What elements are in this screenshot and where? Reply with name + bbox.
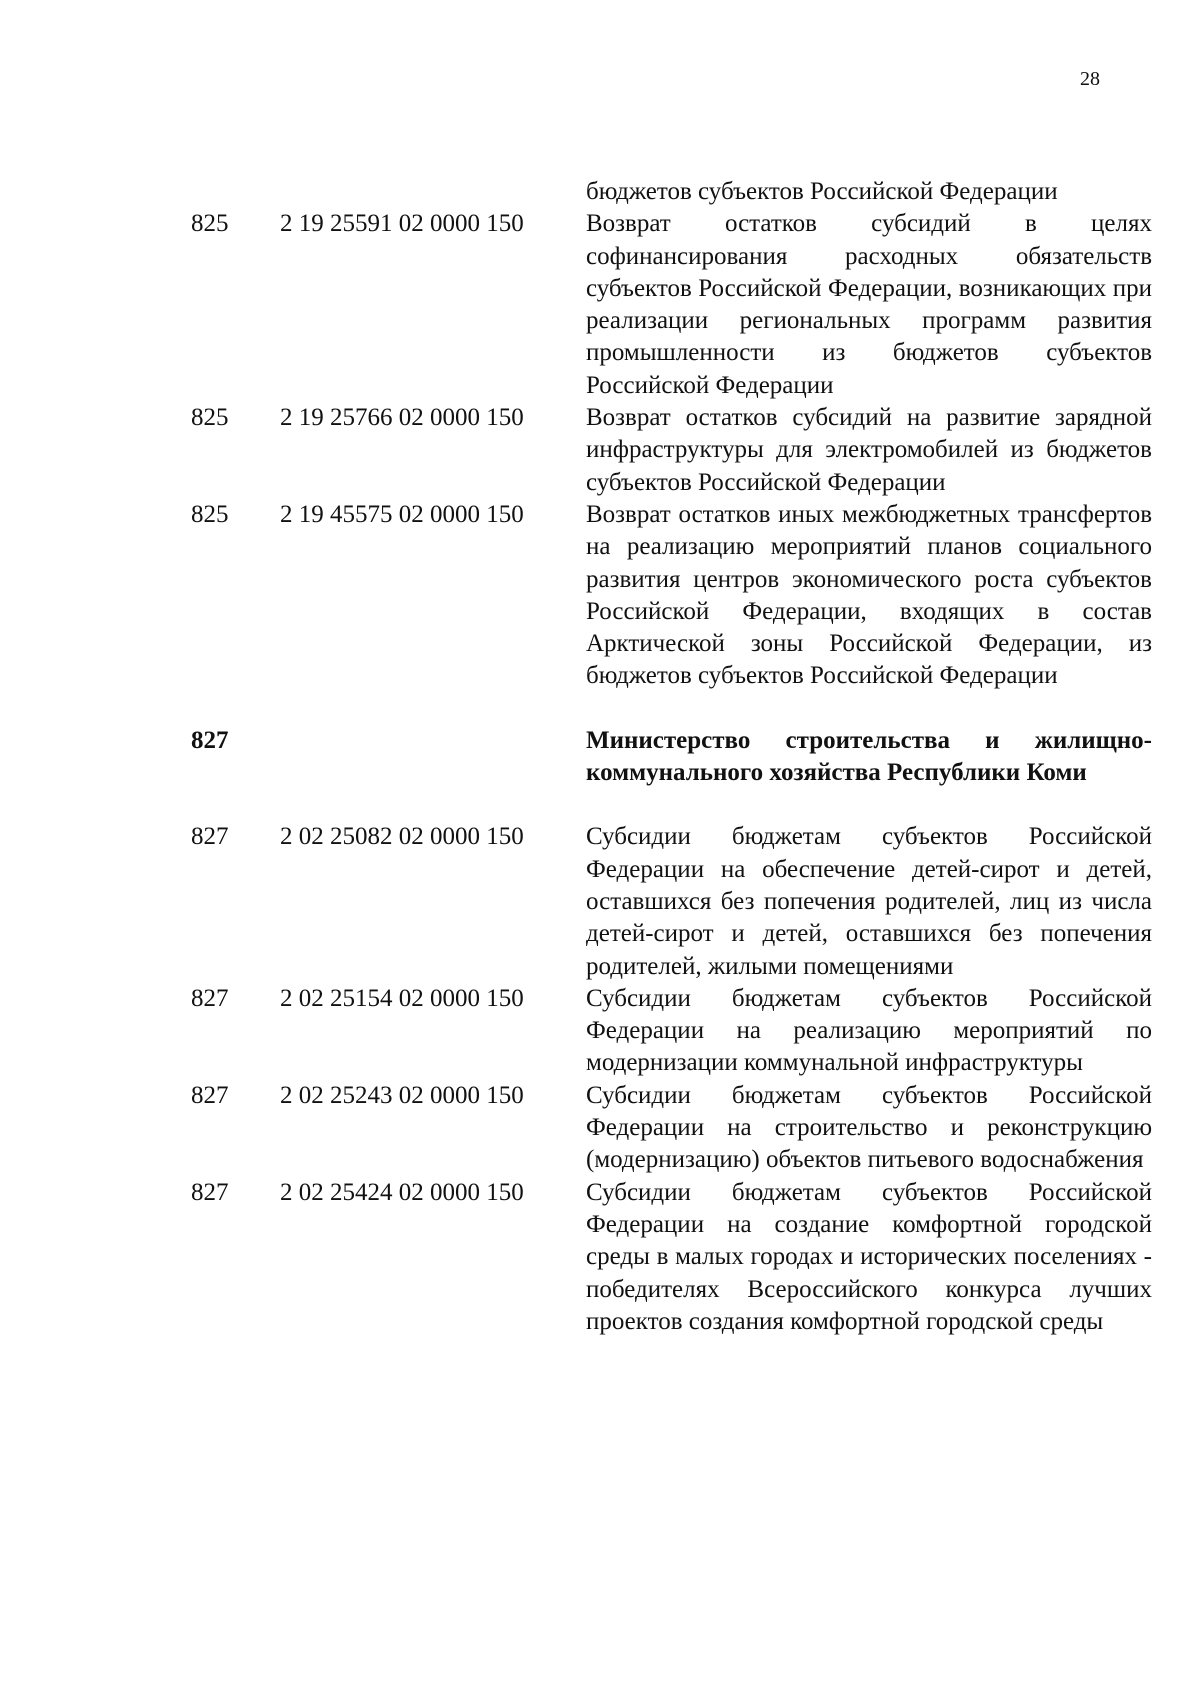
table-row	[191, 983, 1171, 1080]
admin-code-cell: 825	[191, 210, 229, 238]
budget-code-cell	[280, 725, 586, 790]
admin-code-cell: 827	[191, 1081, 229, 1109]
budget-code-cell: 2 02 25424 02 0000 150	[280, 1178, 524, 1206]
admin-code-cell: 825	[191, 500, 229, 528]
budget-code-cell: 2 19 45575 02 0000 150	[280, 500, 524, 528]
admin-code-cell: 827	[191, 823, 229, 851]
spacer	[191, 789, 1171, 821]
section-header-row	[191, 725, 1171, 790]
page-number: 28	[1080, 68, 1100, 90]
section-admin-code: 827	[191, 726, 229, 754]
description-cell: Субсидии бюджетам субъектов Российской Федерации на строительство и реконструкцию (модернизацию) объектов питьевого водоснабжения	[586, 1081, 1152, 1174]
description-cell: Возврат остатков субсидий в целях софинансирования расходных обязательств субъектов Российской Федерации, возникающих при реализации региональных программ развития промышленности из бюджетов субъектов Российской Федерации	[586, 210, 1152, 399]
description-cell: Возврат остатков субсидий на развитие зарядной инфраструктуры для электромобилей из бюджетов субъектов Российской Федерации	[586, 404, 1152, 496]
admin-code-cell: 827	[191, 984, 229, 1012]
admin-code-cell: 827	[191, 1178, 229, 1206]
description-cell: Возврат остатков иных межбюджетных трансфертов на реализацию мероприятий планов социального развития центров экономического роста субъектов Российской Федерации, входящих в состав Арктической зоны Российской Федерации, из бюджетов субъектов Российской Федерации	[586, 500, 1152, 690]
budget-code-cell: 2 02 25082 02 0000 150	[280, 823, 524, 851]
description-cell: Субсидии бюджетам субъектов Российской Федерации на реализацию мероприятий по модернизации коммунальной инфраструктуры	[586, 984, 1152, 1077]
table-row	[191, 1177, 1171, 1338]
budget-code-cell: 2 02 25154 02 0000 150	[280, 984, 524, 1012]
revenue-codes-table	[191, 176, 1171, 1338]
table-row	[191, 499, 1171, 693]
description-cell: бюджетов субъектов Российской Федерации	[586, 178, 1058, 205]
table-row	[191, 402, 1171, 499]
description-cell: Субсидии бюджетам субъектов Российской Федерации на создание комфортной городской среды в малых городах и исторических поселениях - победителях Всероссийского конкурса лучших проектов создания комфортной городской среды	[586, 1178, 1152, 1335]
admin-code-cell	[191, 176, 280, 208]
budget-code-cell: 2 19 25766 02 0000 150	[280, 404, 524, 432]
table-row	[191, 821, 1171, 982]
budget-code-cell	[280, 176, 586, 208]
budget-code-cell: 2 19 25591 02 0000 150	[280, 210, 524, 238]
admin-code-cell: 825	[191, 404, 229, 432]
table-row	[191, 208, 1171, 402]
budget-code-cell: 2 02 25243 02 0000 150	[280, 1081, 524, 1109]
section-title: Министерство строительства и жилищно-коммунального хозяйства Республики Коми	[586, 726, 1152, 787]
spacer	[191, 693, 1171, 725]
table-row	[191, 1080, 1171, 1177]
continuation-row	[191, 176, 1171, 208]
description-cell: Субсидии бюджетам субъектов Российской Федерации на обеспечение детей-сирот и детей, оставшихся без попечения родителей, лиц из числа детей-сирот и детей, оставшихся без попечения родителей, жилыми помещениями	[586, 823, 1152, 980]
